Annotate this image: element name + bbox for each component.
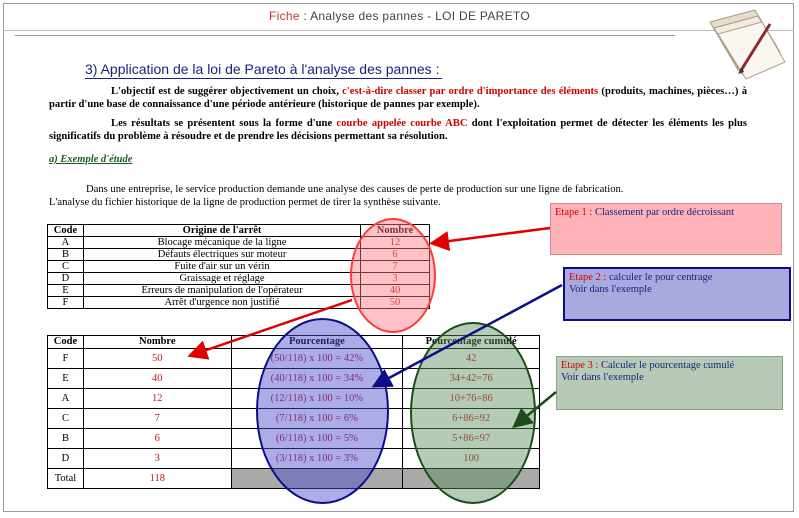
header-prefix: Fiche: [269, 9, 300, 23]
cell-cumulative: 42: [403, 349, 540, 369]
cell-count: 3: [361, 273, 430, 285]
header-origin: Origine de l'arrêt: [83, 225, 360, 237]
cell-code: A: [48, 237, 84, 249]
paragraph-objective-part1: L'objectif est de suggérer objectivement un choix,: [111, 86, 343, 97]
step3-label: Etape 3 :: [561, 360, 599, 371]
cell-cumulative: 34+42=76: [403, 369, 540, 389]
cell-count: 40: [361, 285, 430, 297]
header-cumulative: Pourcentage cumulé: [403, 336, 540, 349]
count-transfer-arrow: [192, 300, 352, 355]
cell-count: 3: [83, 449, 231, 469]
cell-percentage: (50/118) x 100 = 42%: [231, 349, 403, 369]
cell-percentage: (40/118) x 100 = 34%: [231, 369, 403, 389]
cell-origin: Blocage mécanique de la ligne: [83, 237, 360, 249]
paragraph-results-part1: Les résultats se présentent sous la forme d'une: [111, 118, 337, 129]
cell-cumulative: 100: [403, 449, 540, 469]
step1-arrow: [434, 228, 550, 243]
cell-code: D: [48, 449, 84, 469]
example-title: a) Exemple d'étude: [49, 154, 133, 165]
cell-count: 6: [83, 429, 231, 449]
cell-origin: Graissage et réglage: [83, 273, 360, 285]
cell-cumulative: 6+86=92: [403, 409, 540, 429]
example-line-1: Dans une entreprise, le service production demande une analyse des causes de perte de production sur une ligne de fabrication.: [86, 184, 624, 195]
cell-cumulative: 5+86=97: [403, 429, 540, 449]
cell-count: 7: [361, 261, 430, 273]
cell-origin: Arrêt d'urgence non justifié: [83, 297, 360, 309]
cell-code: F: [48, 349, 84, 369]
cell-percentage: (7/118) x 100 = 6%: [231, 409, 403, 429]
cell-code: B: [48, 429, 84, 449]
cell-percentage: (6/118) x 100 = 5%: [231, 429, 403, 449]
cell-code: C: [48, 261, 84, 273]
step1-label: Etape 1 :: [555, 207, 593, 218]
cell-count: 12: [83, 389, 231, 409]
step3-line2: Voir dans l'exemple: [561, 372, 644, 383]
cell-count: 7: [83, 409, 231, 429]
cell-code: E: [48, 369, 84, 389]
cell-count: 50: [83, 349, 231, 369]
paragraph-results-part2: dont l'exploitation permet de détecter les éléments les plus significatifs du problème à résoudre et de prendre les décisions permettant sa résolution.: [49, 118, 747, 142]
step2-label: Etape 2 :: [569, 272, 607, 283]
cell-code: A: [48, 389, 84, 409]
paragraph-objective-part2: (produits, machines, pièces…) à partir d'une base de connaissance d'une période antérieure (historique de pannes par exemple).: [49, 86, 747, 110]
step3-text: Calculer le pourcentage cumulé: [598, 360, 735, 371]
total-label: Total: [48, 469, 84, 489]
header-code: Code: [48, 336, 84, 349]
total-value: 118: [83, 469, 231, 489]
step3-arrow: [516, 392, 556, 425]
paragraph-results-highlight: courbe appelée courbe ABC: [336, 118, 468, 129]
cell-code: F: [48, 297, 84, 309]
cell-origin: Défauts électriques sur moteur: [83, 249, 360, 261]
example-line-2: L'analyse du fichier historique de la ligne de production permet de tirer la synthèse suivante.: [49, 197, 441, 208]
step2-line2: Voir dans l'exemple: [569, 284, 652, 295]
header-code: Code: [48, 225, 84, 237]
cell-code: C: [48, 409, 84, 429]
header-count: Nombre: [361, 225, 430, 237]
cell-code: D: [48, 273, 84, 285]
cell-percentage: (3/118) x 100 = 3%: [231, 449, 403, 469]
paragraph-objective-highlight: c'est-à-dire classer par ordre d'importance des éléments: [342, 86, 599, 97]
cell-origin: Fuite d'air sur un vérin: [83, 261, 360, 273]
step1-text: Classement par ordre décroissant: [592, 207, 735, 218]
cell-code: E: [48, 285, 84, 297]
cell-count: 12: [361, 237, 430, 249]
header-count: Nombre: [83, 336, 231, 349]
step2-arrow: [376, 285, 562, 385]
cell-count: 50: [361, 297, 430, 309]
cell-cumulative: 10+76=86: [403, 389, 540, 409]
step2-text: calculer le pour centrage: [606, 272, 713, 283]
header-title: Analyse des pannes - LOI DE PARETO: [310, 9, 530, 23]
cell-count: 6: [361, 249, 430, 261]
cell-percentage: (12/118) x 100 = 10%: [231, 389, 403, 409]
header-separator: :: [299, 9, 311, 23]
cell-origin: Erreurs de manipulation de l'opérateur: [83, 285, 360, 297]
section-title: 3) Application de la loi de Pareto à l'analyse des pannes :: [85, 61, 440, 77]
cell-code: B: [48, 249, 84, 261]
header-percentage: Pourcentage: [231, 336, 403, 349]
cell-count: 40: [83, 369, 231, 389]
